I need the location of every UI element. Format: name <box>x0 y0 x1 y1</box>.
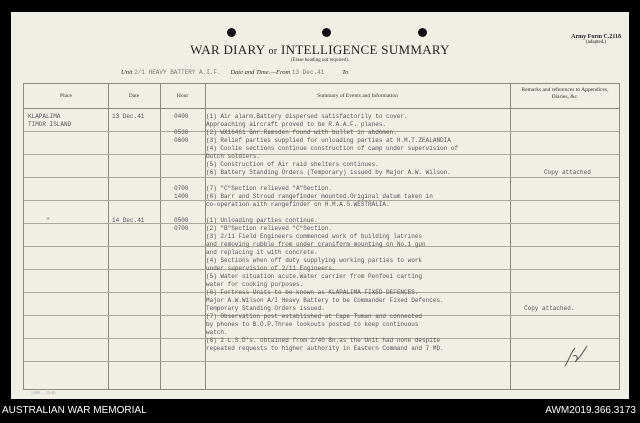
summary-line: Temporary Standing Orders issued. <box>206 305 325 312</box>
summary-line: (4) Coolie sections continue construction of camp under supervision of <box>206 145 459 152</box>
summary-line: (2) "B"Section relieved "C"Section. <box>206 225 333 232</box>
summary-line: (6) Battery Standing Orders (Temporary) issued by Major A.W. Wilson. <box>206 169 451 176</box>
footer-accession-number: AWM2019.366.3173 <box>545 405 636 416</box>
summary-line: water for cooking purposes. <box>206 281 304 288</box>
header-hour: Hour <box>176 93 189 99</box>
handwritten-signature <box>561 342 591 372</box>
summary-line: (2) WX16461 Gnr.Ramsden found with bullet in abdomen. <box>206 129 397 136</box>
place-line: KLAPALIMA <box>28 113 61 120</box>
summary-line: (6) Fortress Units to be known as KLAPALIMA FIXED DEFENCES. <box>206 289 419 296</box>
ruled-line <box>24 154 619 155</box>
to-label: To <box>342 69 349 76</box>
place-cell <box>28 113 71 129</box>
war-diary-sheet <box>11 12 629 399</box>
summary-line: (1) Unloading parties continue. <box>206 217 318 224</box>
punch-hole <box>322 28 331 37</box>
summary-line: repeated requests to higher authority in Eastern Command and 7 MD. <box>206 345 444 352</box>
ruled-line <box>24 177 619 178</box>
unit-label: Unit <box>121 69 133 76</box>
title-war-diary: WAR DIARY <box>190 42 265 57</box>
title-intelligence-summary: INTELLIGENCE SUMMARY <box>281 42 450 57</box>
printer-note: 1,000 — 12-40. <box>31 390 57 395</box>
hour-cell: 0700 <box>174 225 189 232</box>
ruled-line <box>24 361 619 362</box>
summary-line: (3) Relief parties supplied for unloading parties at H.M.T.ZEALANDIA <box>206 137 451 144</box>
summary-line: under supervision of 2/11 Engineers. <box>206 265 336 272</box>
date-time-label: Date and Time.—From <box>230 69 291 76</box>
unit-value: 2/1 HEAVY BATTERY A.I.F. <box>134 69 221 76</box>
hour-cell: 0400 <box>174 113 189 120</box>
diary-table <box>23 83 620 390</box>
summary-line: (5) Construction of Air raid shelters continues. <box>206 161 379 168</box>
summary-line: (5) Water situation acute.Water carrier from Penfoei carting <box>206 273 423 280</box>
place-ditto: " <box>46 217 50 224</box>
summary-line: watch. <box>206 329 228 336</box>
summary-line: and removing rubble from under craniform mounting on No.1 gun <box>206 241 426 248</box>
hour-cell: 0530 <box>174 129 189 136</box>
remarks-cell: Copy attached. <box>524 305 575 312</box>
title-or: or <box>268 46 278 57</box>
summary-line: Dutch soldiers. <box>206 153 261 160</box>
hour-cell: 0700 <box>174 185 189 192</box>
summary-line: and replacing it with concrete. <box>206 249 318 256</box>
header-divider <box>24 108 619 109</box>
hour-cell: 0600 <box>174 137 189 144</box>
summary-line: Major A.W.Wilson A/I Heavy Battery to be Commander Fixed Defences. <box>206 297 444 304</box>
date-cell: 14 Dec.41 <box>112 217 145 224</box>
header-place: Place <box>60 93 72 99</box>
title-note: (Erase heading not required). <box>290 58 350 63</box>
summary-line: by phones to B.O.P.Three lookouts posted to keep continuous <box>206 321 419 328</box>
remarks-cell: Copy attached <box>544 169 591 176</box>
date-cell: 13 Dec.41 <box>112 113 145 120</box>
punch-hole <box>418 28 427 37</box>
form-adapted: (adapted.) <box>586 40 607 45</box>
footer-institution: AUSTRALIAN WAR MEMORIAL <box>2 405 147 416</box>
page-title <box>11 42 629 58</box>
header-remarks: Remarks and references to Appendices, Diaries, &c. <box>521 87 609 100</box>
unit-line <box>121 69 348 76</box>
summary-line: (4) Sections when off duty supplying working parties to work <box>206 257 423 264</box>
column-divider <box>160 84 161 389</box>
header-date: Date <box>128 93 140 99</box>
summary-line: Approaching aircraft proved to be R.A.A.F. planes. <box>206 121 387 128</box>
place-line: TIMOR ISLAND <box>28 121 72 128</box>
summary-line: co-operation with rangefinder on H.M.A.S.WESTRALIA. <box>206 201 390 208</box>
from-date-value: 13 Dec.41 <box>291 69 325 76</box>
column-divider <box>108 84 109 389</box>
summary-line: (7) Observation post established at Cape Tuman and connected <box>206 313 423 320</box>
summary-line: (3) 2/11 Field Engineers commenced work of building latrines <box>206 233 423 240</box>
hour-cell: 0500 <box>174 217 189 224</box>
summary-line: (7) "C"Section relieved "A"Section. <box>206 185 333 192</box>
summary-line: (8) 2 L.S.D's. obtained from 2/40 Bn.as the Unit had none despite <box>206 337 441 344</box>
column-divider <box>510 84 511 389</box>
summary-line: (8) Barr and Stroud rangefinder mounted.Original datum taken in <box>206 193 433 200</box>
hour-cell: 1400 <box>174 193 189 200</box>
form-number: Army Form C.2118 <box>571 34 621 40</box>
punch-hole <box>227 28 236 37</box>
header-summary: Summary of Events and Information <box>317 93 398 99</box>
summary-line: (1) Air alarm.Battery dispersed satisfactorily to cover. <box>206 113 408 120</box>
